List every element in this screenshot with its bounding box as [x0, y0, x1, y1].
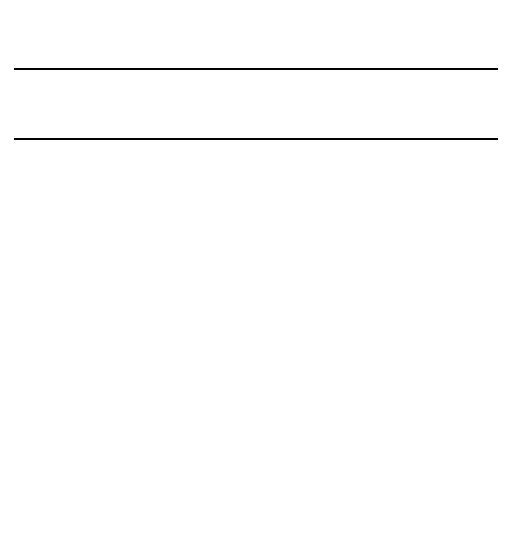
- body-line: [14, 148, 498, 176]
- body-line: [14, 290, 498, 318]
- body-line: [14, 404, 498, 432]
- subheadline-line: [14, 74, 498, 104]
- body-line: [14, 517, 498, 545]
- body-line: [14, 347, 498, 375]
- headline-line: [14, 34, 498, 64]
- headline: [14, 4, 498, 64]
- body-line: [14, 375, 498, 403]
- body-line: [14, 460, 498, 488]
- subheadline-box: [14, 68, 498, 140]
- body-line: [14, 318, 498, 346]
- body-line: [14, 262, 498, 290]
- body-line: [14, 205, 498, 233]
- subheadline-line: [14, 104, 498, 134]
- article-body: [14, 148, 498, 545]
- body-line: [14, 233, 498, 261]
- body-line: [14, 176, 498, 204]
- body-line: [14, 432, 498, 460]
- headline-line: [14, 4, 498, 34]
